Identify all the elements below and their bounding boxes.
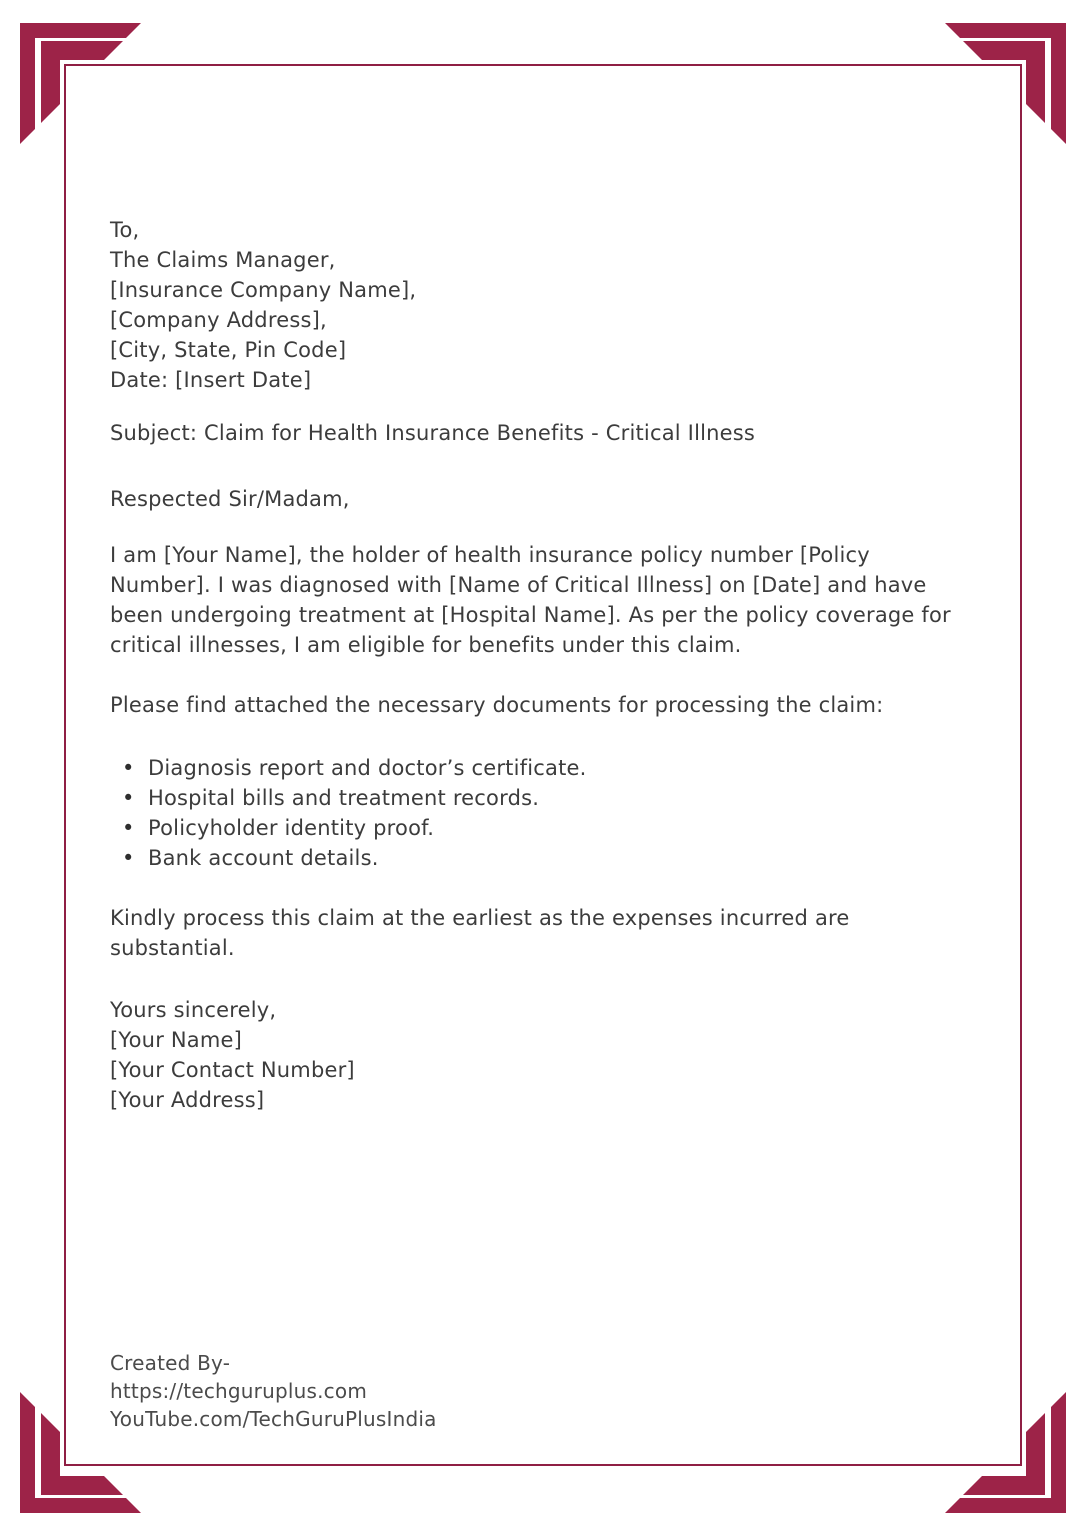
attachment-list <box>110 753 972 873</box>
letter-date-line: Date: [Insert Date] <box>110 368 312 392</box>
attachment-list-item: • Hospital bills and treatment records. <box>110 783 972 813</box>
attachment-list-item: • Policyholder identity proof. <box>110 813 972 843</box>
closing-line: Yours sincerely, <box>110 998 277 1022</box>
signature-block <box>110 995 972 1115</box>
recipient-address-block <box>110 215 972 395</box>
footer-website-url: https://techguruplus.com <box>110 1379 367 1403</box>
body-paragraph-2: Please find attached the necessary documents for processing the claim: <box>110 693 884 717</box>
recipient-line: [City, State, Pin Code] <box>110 338 347 362</box>
attachment-list-item: • Diagnosis report and doctor’s certificate. <box>110 753 972 783</box>
recipient-line: To, <box>110 218 140 242</box>
recipient-line: [Company Address], <box>110 308 327 332</box>
frame-corner-ornament-top-right-icon <box>936 0 1086 150</box>
footer-credit-label: Created By- <box>110 1351 231 1375</box>
body-paragraph-3: Kindly process this claim at the earliest as the expenses incurred are substantial. <box>110 906 850 960</box>
recipient-line: [Insurance Company Name], <box>110 278 417 302</box>
signature-line: [Your Name] <box>110 1028 243 1052</box>
footer-credit-block <box>110 1349 972 1433</box>
signature-line: [Your Contact Number] <box>110 1058 355 1082</box>
recipient-line: The Claims Manager, <box>110 248 336 272</box>
attachment-list-item: • Bank account details. <box>110 843 972 873</box>
body-paragraph-1: I am [Your Name], the holder of health insurance policy number [Policy Number]. I was diagnosed with [Name of Critical Illness] on [Date] and have been undergoing treatment at [Hospital Name]. As per the policy coverage for critical illnesses, I am eligible for benefits under this claim. <box>110 543 951 657</box>
signature-line: [Your Address] <box>110 1088 265 1112</box>
salutation: Respected Sir/Madam, <box>110 487 350 511</box>
frame-corner-ornament-top-left-icon <box>0 0 150 150</box>
footer-youtube-url: YouTube.com/TechGuruPlusIndia <box>110 1407 437 1431</box>
subject-line: Subject: Claim for Health Insurance Benefits - Critical Illness <box>110 421 756 445</box>
